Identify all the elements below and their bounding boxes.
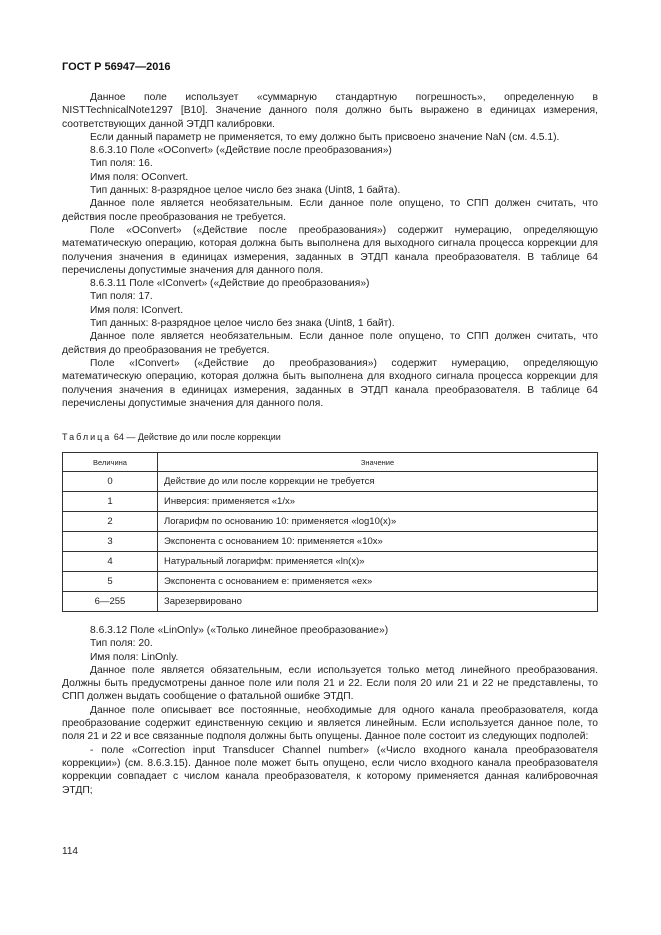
paragraph: Имя поля: IConvert. xyxy=(90,304,184,316)
paragraph: Тип поля: 16. xyxy=(90,158,153,170)
paragraph: - поле «Correction input Transducer Channel number» («Число входного канала преобразователя коррекции») (см. 8.6.3.15). Данное поле может быть опущено, если число входного канала преобразователя коррекции совпадает с числом канала преобразователя, к которому применяется данная калибровочная ЭТДП; xyxy=(62,744,598,796)
table-row xyxy=(63,592,598,612)
conversion-table xyxy=(62,452,598,612)
table-row xyxy=(63,572,598,592)
value-cell: 5 xyxy=(63,572,158,592)
paragraph: Тип поля: 17. xyxy=(90,291,153,303)
table-caption xyxy=(62,432,281,442)
paragraph: Имя поля: OConvert. xyxy=(90,171,189,183)
section-heading: 8.6.3.11 Поле «IConvert» («Действие до преобразования») xyxy=(90,278,370,290)
document-header: ГОСТ Р 56947—2016 xyxy=(62,61,171,73)
paragraph: Тип данных: 8-разрядное целое число без знака (Uint8, 1 байта). xyxy=(90,185,401,197)
table-caption-label: Таблица xyxy=(62,432,112,442)
table-caption-text: 64 — Действие до или после коррекции xyxy=(113,432,281,442)
paragraph: Имя поля: LinOnly. xyxy=(90,651,179,663)
paragraph: Если данный параметр не применяется, то ему должно быть присвоено значение NaN (см. 4.5.1). xyxy=(90,131,560,143)
meaning-cell: Логарифм по основанию 10: применяется «log10(x)» xyxy=(158,512,598,532)
table-row xyxy=(63,552,598,572)
meaning-cell: Действие до или после коррекции не требуется xyxy=(158,472,598,492)
table-row xyxy=(63,492,598,512)
paragraph: Тип поля: 20. xyxy=(90,638,153,650)
value-cell: 4 xyxy=(63,552,158,572)
column-header: Значение xyxy=(158,453,598,472)
table-header-row xyxy=(63,453,598,472)
paragraph: Данное поле является необязательным. Если данное поле опущено, то СПП должен считать, что действия до преобразования не требуется. xyxy=(62,331,598,356)
paragraph: Поле «OConvert» («Действие после преобразования») содержит нумерацию, определяющую математическую операцию, которая должна быть выполнена для выходного сигнала процесса коррекции для получения значения в единицах измерения, заданных в ЭТДП канала преобразователя. В таблице 64 перечислены допустимые значения для данного поля. xyxy=(62,224,598,276)
value-cell: 2 xyxy=(63,512,158,532)
meaning-cell: Зарезервировано xyxy=(158,592,598,612)
value-cell: 3 xyxy=(63,532,158,552)
paragraph: Данное поле использует «суммарную стандартную погрешность», определенную в NISTTechnicalNote1297 [B10]. Значение данного поля должно быть выражено в единицах измерения, соответствующих данной ЭТДП калибровки. xyxy=(62,92,598,130)
paragraph: Данное поле является необязательным. Если данное поле опущено, то СПП должен считать, что действия после преобразования не требуется. xyxy=(62,198,598,223)
paragraph: Данное поле описывает все постоянные, необходимые для одного канала преобразователя, когда преобразование содержит единственную секцию и является линейным. Если используется данное поле, то поля 21 и 22 и все связанные подполя должны быть опущены. Данное поле состоит из следующих подполей: xyxy=(62,704,598,743)
value-cell: 0 xyxy=(63,472,158,492)
section-heading: 8.6.3.12 Поле «LinOnly» («Только линейное преобразование») xyxy=(90,625,389,636)
table-row xyxy=(63,472,598,492)
column-header: Величина xyxy=(63,453,158,472)
table-row xyxy=(63,532,598,552)
meaning-cell: Натуральный логарифм: применяется «ln(x)» xyxy=(158,552,598,572)
paragraph: Поле «IConvert» («Действие до преобразования») содержит нумерацию, определяющую математическую операцию, которая должна быть выполнена для входного сигнала процесса коррекции для получения значения в единицах измерения, заданных в ЭТДП канала преобразователя. В таблице 64 перечислены допустимые значения для данного поля. xyxy=(62,357,598,409)
section-oconvert-iconvert xyxy=(62,91,598,410)
paragraph: Данное поле является обязательным, если используется только метод линейного преобразования. Должны быть предусмотрены данное поле или поля 21 и 22. Если поля 20 или 21 и 22 не представлены, то СПП должен выдать сообщение о фатальной ошибке ЭТДП. xyxy=(62,664,598,703)
page-number: 114 xyxy=(62,846,78,857)
meaning-cell: Экспонента с основанием e: применяется «ex» xyxy=(158,572,598,592)
section-heading: 8.6.3.10 Поле «OConvert» («Действие после преобразования») xyxy=(90,145,392,157)
value-cell: 1 xyxy=(63,492,158,512)
value-cell: 6—255 xyxy=(63,592,158,612)
section-linonly xyxy=(62,624,598,797)
paragraph: Тип данных: 8-разрядное целое число без знака (Uint8, 1 байт). xyxy=(90,318,395,330)
table-row xyxy=(63,512,598,532)
meaning-cell: Экспонента с основанием 10: применяется «10x» xyxy=(158,532,598,552)
meaning-cell: Инверсия: применяется «1/x» xyxy=(158,492,598,512)
